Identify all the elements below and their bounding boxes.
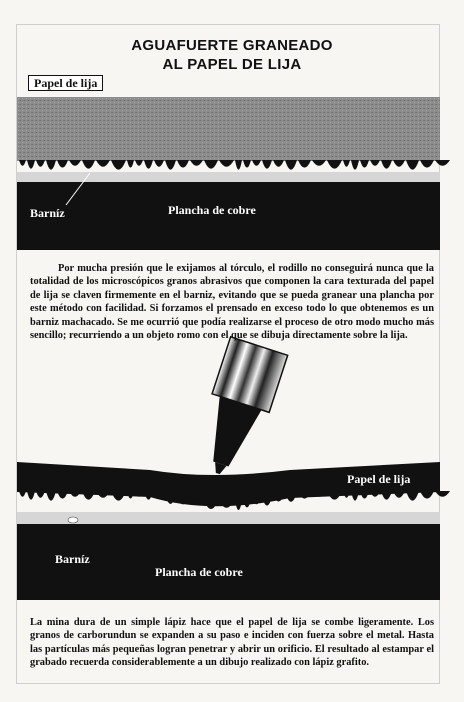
- abrasive-grain: [19, 160, 26, 166]
- abrasive-grain: [343, 160, 350, 167]
- abrasive-grain: [57, 491, 68, 499]
- abrasive-grain: [235, 160, 242, 170]
- abrasive-grain: [154, 160, 164, 167]
- abrasive-grain: [243, 160, 251, 168]
- diagram-1: [17, 97, 450, 250]
- abrasive-grain: [135, 160, 143, 166]
- abrasive-grain: [82, 160, 95, 169]
- label-varnish-1: Barníz: [30, 206, 65, 220]
- abrasive-grain: [370, 160, 380, 166]
- pencil: [189, 337, 287, 483]
- abrasive-grain: [285, 492, 297, 502]
- paragraph-1-text: Por mucha presión que le exijamos al tórculo, el rodillo no conseguirá nunca que la totalidad de los microscópicos granos abrasivos que componen la cara texturada del papel de lija se claven firmemente en el barniz, evitando que se pueda granear una plancha por este método con facilidad. Si forzamos el prensado en exceso todo lo que obtenemos es un barniz machacado. Se me ocurrió que podía realizarse el proceso de otro modo mucho más sencillo; recurriendo a un objeto romo con el que se dibuja directamente sobre la lija.: [30, 263, 434, 342]
- abrasive-grain: [273, 160, 284, 167]
- label-sandpaper-1: Papel de lija: [28, 75, 103, 91]
- abrasive-grain: [327, 160, 342, 169]
- paragraph-1: [30, 262, 434, 342]
- abrasive-grain: [69, 491, 81, 497]
- title-line-2: AL PAPEL DE LIJA: [162, 56, 302, 73]
- sandpaper-layer-1: [17, 97, 440, 161]
- abrasive-grain: [435, 491, 450, 497]
- abrasive-grain: [190, 160, 203, 166]
- pencil-tip: [200, 396, 262, 470]
- abrasive-grain: [420, 160, 434, 168]
- abrasive-grain: [243, 500, 251, 508]
- abrasive-grain: [381, 491, 392, 500]
- label-sandpaper-2: Papel de lija: [347, 472, 411, 486]
- abrasive-grain: [96, 491, 110, 498]
- abrasive-grain: [57, 160, 68, 168]
- abrasive-grain: [262, 497, 272, 506]
- abrasive-grain: [327, 491, 342, 500]
- abrasive-grain: [360, 160, 369, 168]
- abrasive-grain: [343, 491, 350, 498]
- abrasive-grain: [19, 491, 26, 497]
- abrasive-grain: [219, 160, 234, 167]
- abrasive-grain: [312, 160, 326, 166]
- abrasive-grain: [36, 491, 45, 498]
- abrasive-grains-1: [19, 160, 450, 170]
- abrasive-grain: [111, 160, 126, 170]
- abrasive-grain: [285, 160, 297, 170]
- abrasive-grain: [235, 500, 242, 510]
- abrasive-grain: [165, 160, 176, 170]
- abrasive-grain: [370, 491, 380, 497]
- abrasive-grain: [262, 160, 272, 169]
- abrasive-grain: [360, 491, 369, 499]
- abrasive-grain: [127, 491, 134, 499]
- abrasive-grain: [177, 160, 189, 168]
- abrasive-grain: [393, 491, 405, 498]
- abrasive-grain: [435, 160, 450, 166]
- abrasive-grain: [219, 501, 234, 508]
- abrasive-grain: [204, 500, 218, 509]
- abrasive-grain: [252, 160, 261, 166]
- abrasive-grain: [420, 491, 434, 499]
- abrasive-grain: [298, 160, 311, 168]
- varnish-hole: [68, 517, 78, 523]
- abrasive-grain: [82, 491, 95, 500]
- abrasive-grain: [381, 160, 392, 169]
- abrasive-grain: [406, 491, 419, 501]
- abrasive-grain: [27, 160, 35, 169]
- abrasive-grain: [127, 160, 134, 168]
- abrasive-grain: [144, 160, 153, 169]
- abrasive-grain: [46, 491, 56, 501]
- abrasive-grain: [69, 160, 81, 166]
- abrasive-grain: [46, 160, 56, 170]
- varnish-layer-1: [17, 172, 440, 182]
- label-plate-1: Plancha de cobre: [168, 203, 256, 217]
- abrasive-grain: [351, 491, 359, 501]
- abrasive-grain: [406, 160, 419, 170]
- abrasive-grain: [204, 160, 218, 169]
- abrasive-grain: [96, 160, 110, 167]
- abrasive-grain: [36, 160, 45, 167]
- title-line-1: AGUAFUERTE GRANEADO: [131, 37, 333, 54]
- abrasive-grain: [393, 160, 405, 167]
- abrasive-grain: [144, 491, 153, 500]
- abrasive-grain: [27, 491, 35, 500]
- paragraph-2-text: La mina dura de un simple lápiz hace que el papel de lija se combe ligeramente. Los granos de carborundun se expanden a su paso e inciden con fuerza sobre el metal. Hasta las partículas más pequeñas logran penetrar y abrir un orificio. El resultado al estampar el grabado recuerda considerablemente a un dibujo realizado con lápiz grafito.: [30, 617, 434, 669]
- varnish-layer-2: [17, 512, 440, 524]
- abrasive-grain: [351, 160, 359, 170]
- paragraph-2: [30, 616, 434, 670]
- abrasive-grain: [111, 491, 126, 501]
- label-varnish-2: Barníz: [55, 552, 90, 566]
- label-plate-2: Plancha de cobre: [155, 565, 243, 579]
